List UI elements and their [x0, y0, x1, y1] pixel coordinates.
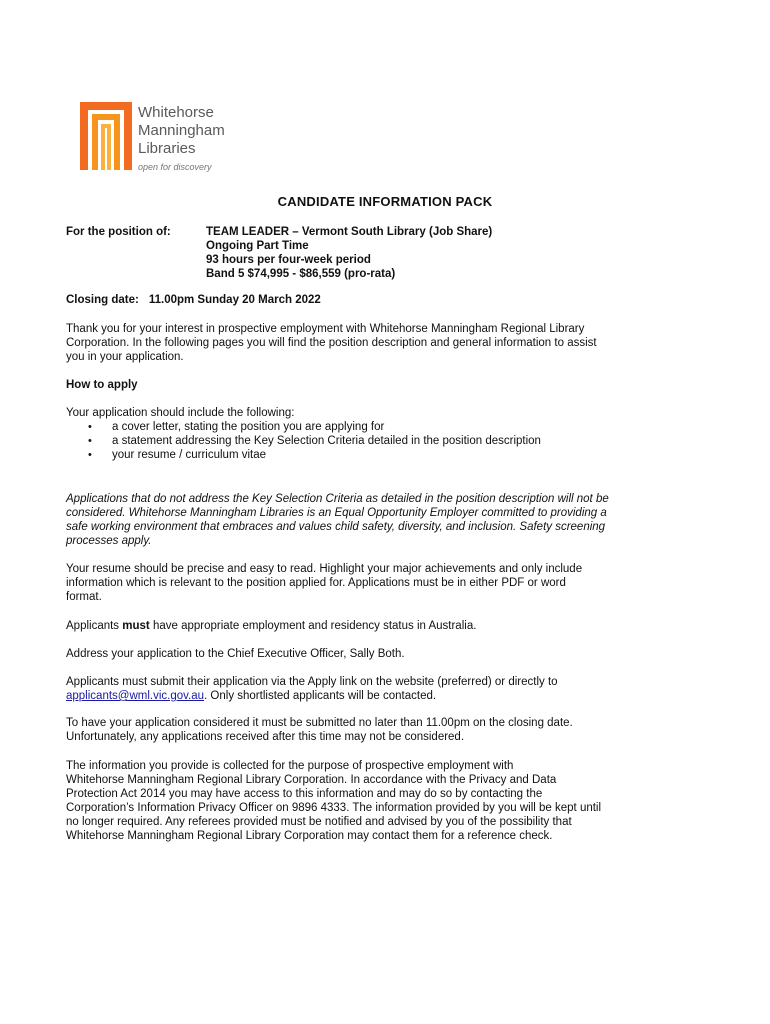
- text-line: Corporation’s Information Privacy Officer on 9896 4333. The information provided by you will be kept until: [66, 802, 602, 814]
- submit-paragraph: [66, 675, 686, 703]
- position-line: Ongoing Part Time: [206, 240, 309, 252]
- privacy-paragraph: [66, 759, 686, 843]
- text-line: processes apply.: [66, 535, 152, 547]
- logo-line-3: Libraries: [138, 140, 196, 157]
- list-item: • your resume / curriculum vitae: [66, 448, 586, 462]
- how-to-apply-heading: How to apply: [66, 379, 138, 391]
- list-item: • a cover letter, stating the position you are applying for: [66, 420, 586, 434]
- how-to-apply-lead: Your application should include the following:: [66, 407, 295, 419]
- text-line: safe working environment that embraces and values child safety, diversity, and inclusion. Safety screening: [66, 521, 606, 533]
- text-line: Unfortunately, any applications received after this time may not be considered.: [66, 731, 465, 743]
- text-line: considered. Whitehorse Manningham Libraries is an Equal Opportunity Employer committed to providing a: [66, 507, 607, 519]
- resume-paragraph: [66, 562, 686, 604]
- text-line: Your resume should be precise and easy to read. Highlight your major achievements and only include: [66, 563, 583, 575]
- text-line: Thank you for your interest in prospective employment with Whitehorse Manningham Regional Library: [66, 323, 585, 335]
- position-details: [206, 225, 492, 281]
- closing-date: [66, 294, 321, 306]
- text-line: Whitehorse Manningham Regional Library Corporation. In accordance with the Privacy and Data: [66, 774, 557, 786]
- text-line: [66, 689, 686, 703]
- logo-line-1: Whitehorse: [138, 104, 214, 121]
- text-line: Protection Act 2014 you may have access to this information and may do so by contacting the: [66, 788, 543, 800]
- library-logo: [78, 100, 268, 182]
- address-paragraph: Address your application to the Chief Executive Officer, Sally Both.: [66, 648, 405, 660]
- residency-text: have appropriate employment and residency status in Australia.: [149, 620, 477, 632]
- intro-paragraph: [66, 322, 686, 364]
- text-line: Corporation. In the following pages you will find the position description and general information to assist: [66, 337, 597, 349]
- position-label: For the position of:: [66, 226, 171, 238]
- position-line: 93 hours per four-week period: [206, 254, 371, 266]
- text-line: Whitehorse Manningham Regional Library Corporation may contact them for a reference check.: [66, 830, 553, 842]
- text-line: information which is relevant to the position applied for. Applications must be in either PDF or word: [66, 577, 566, 589]
- selection-criteria-notice: [66, 492, 686, 548]
- list-item: • a statement addressing the Key Selection Criteria detailed in the position description: [66, 434, 552, 448]
- text-line: Applicants must submit their application via the Apply link on the website (preferred) or directly to: [66, 676, 558, 688]
- residency-text: Applicants: [66, 620, 123, 632]
- closing-date-label: Closing date:: [66, 294, 139, 306]
- residency-paragraph: [66, 619, 686, 633]
- logo-line-2: Manningham: [138, 122, 225, 139]
- closing-date-value: 11.00pm Sunday 20 March 2022: [148, 294, 321, 306]
- application-requirements-list: [66, 420, 586, 462]
- arches-icon: [78, 100, 134, 172]
- position-line: TEAM LEADER – Vermont South Library (Job Share): [206, 226, 493, 238]
- submit-after-email: . Only shortlisted applicants will be contacted.: [204, 690, 437, 702]
- deadline-paragraph: [66, 716, 686, 744]
- logo-wordmark: [138, 104, 225, 158]
- text-line: The information you provide is collected for the purpose of prospective employment with: [66, 760, 514, 772]
- text-line: you in your application.: [66, 351, 184, 363]
- logo-tagline: open for discovery: [138, 162, 212, 172]
- residency-emphasis: must: [122, 620, 150, 632]
- page-title: CANDIDATE INFORMATION PACK: [277, 194, 493, 209]
- text-line: Applications that do not address the Key Selection Criteria as detailed in the position description will not be: [66, 493, 609, 505]
- text-line: format.: [66, 591, 102, 603]
- position-line: Band 5 $74,995 - $86,559 (pro-rata): [206, 268, 396, 280]
- applications-email-link[interactable]: applicants@wml.vic.gov.au: [66, 690, 205, 702]
- text-line: no longer required. Any referees provided must be notified and advised by you of the possibility that: [66, 816, 572, 828]
- text-line: To have your application considered it must be submitted no later than 11.00pm on the closing date.: [66, 717, 573, 729]
